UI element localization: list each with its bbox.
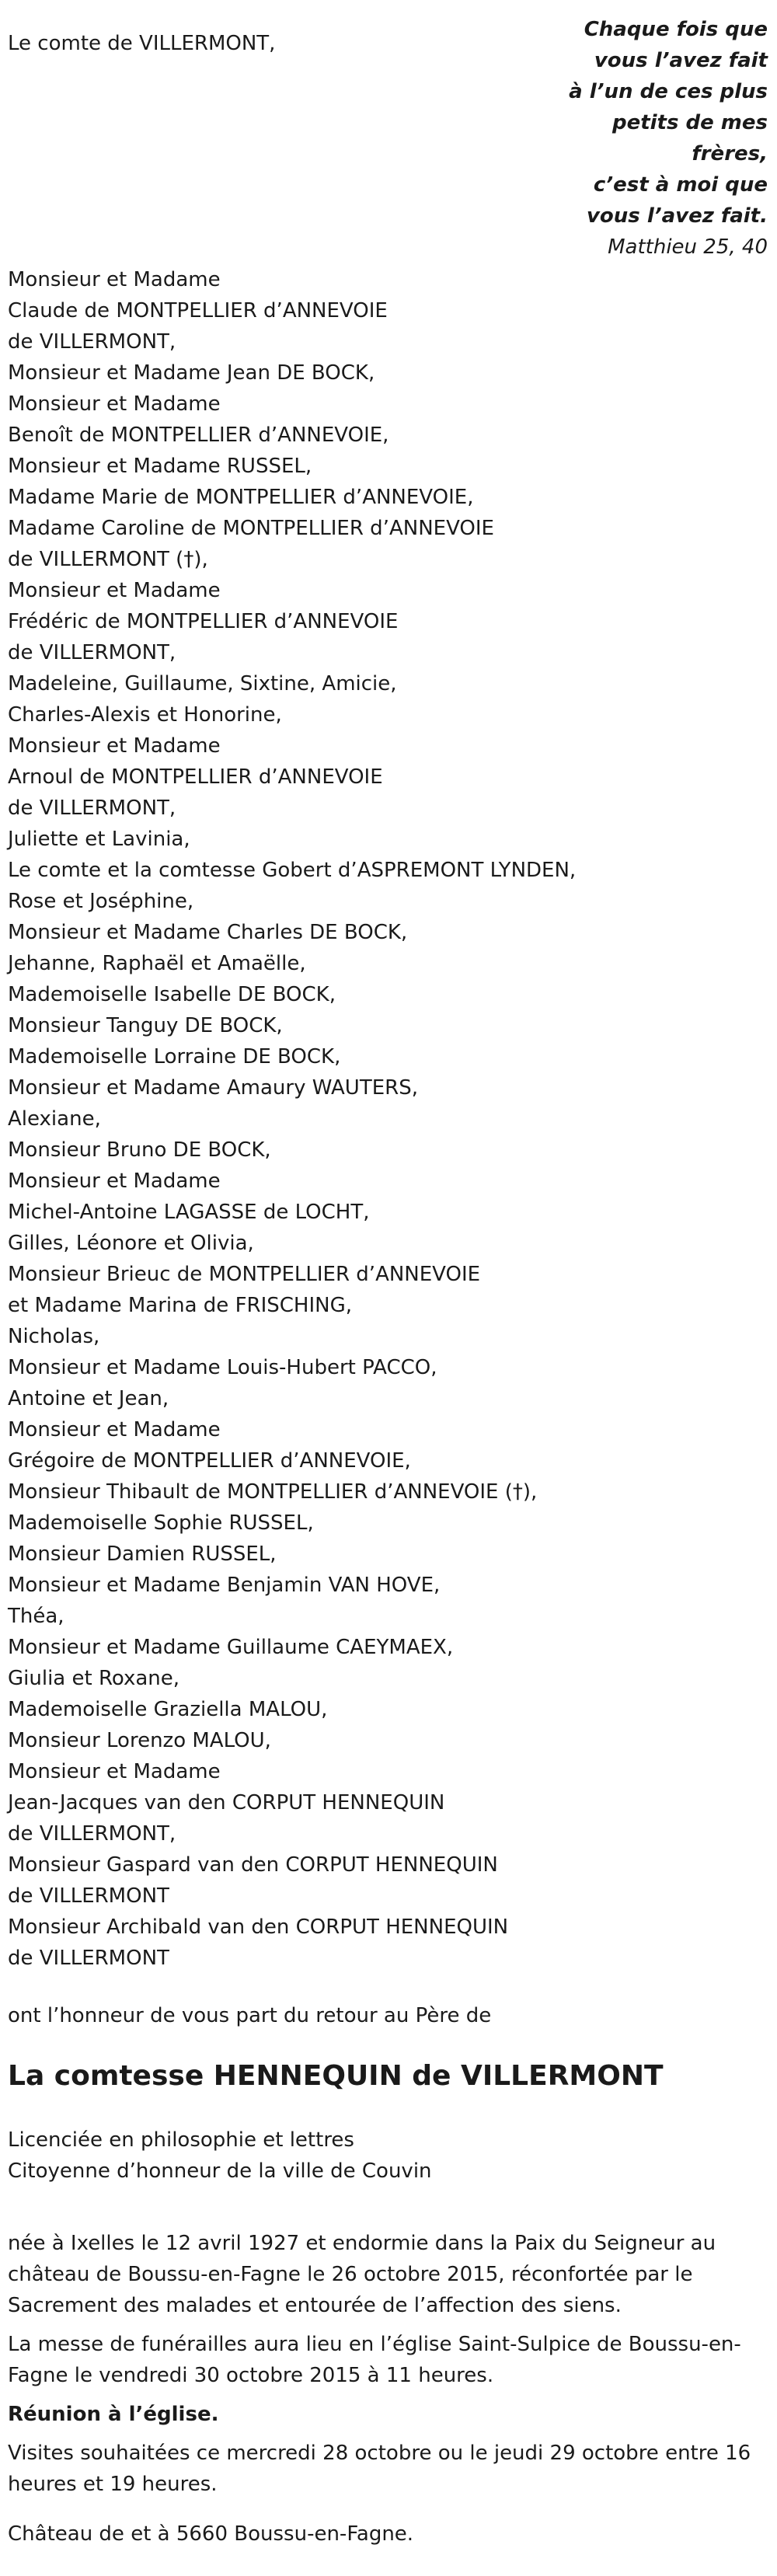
family-line: Michel-Antoine LAGASSE de LOCHT,	[8, 1201, 370, 1224]
family-line: Monsieur Bruno DE BOCK,	[8, 1138, 271, 1162]
family-line: Madame Marie de MONTPELLIER d’ANNEVOIE,	[8, 486, 474, 509]
family-line: Monsieur et Madame	[8, 1760, 221, 1783]
birth-death-paragraph: née à Ixelles le 12 avril 1927 et endormie dans la Paix du Seigneur au château de Boussu-en-Fagne le 26 octobre 2015, réconfortée par le Sacrement des malades et entourée de l’affection des siens.	[8, 2232, 716, 2317]
family-line: Monsieur et Madame	[8, 392, 221, 416]
family-line: Monsieur et Madame Benjamin VAN HOVE,	[8, 1574, 441, 1597]
family-line: Monsieur Damien RUSSEL,	[8, 1542, 277, 1566]
family-line: Antoine et Jean,	[8, 1387, 169, 1410]
announcement: ont l’honneur de vous part du retour au Père de	[8, 2004, 492, 2027]
family-line: Monsieur Brieuc de MONTPELLIER d’ANNEVOIE	[8, 1263, 481, 1286]
family-line: Grégoire de MONTPELLIER d’ANNEVOIE,	[8, 1449, 411, 1473]
family-line: Monsieur et Madame Louis-Hubert PACCO,	[8, 1356, 437, 1379]
family-line: Le comte et la comtesse Gobert d’ASPREMONT LYNDEN,	[8, 859, 577, 882]
family-line: Madame Caroline de MONTPELLIER d’ANNEVOIE	[8, 517, 494, 540]
family-line: de VILLERMONT	[8, 1884, 169, 1908]
epigraph-line: Chaque fois que	[584, 18, 768, 41]
family-line: Monsieur et Madame	[8, 268, 221, 291]
family-line: Monsieur Lorenzo MALOU,	[8, 1729, 271, 1752]
family-line: Juliette et Lavinia,	[8, 828, 190, 851]
epigraph-line: vous l’avez fait	[594, 49, 768, 72]
family-line: Monsieur Tanguy DE BOCK,	[8, 1014, 283, 1037]
family-line: Monsieur et Madame RUSSEL,	[8, 455, 312, 478]
family-line: Mademoiselle Lorraine DE BOCK,	[8, 1045, 341, 1068]
family-line: Frédéric de MONTPELLIER d’ANNEVOIE	[8, 610, 399, 633]
family-line: Giulia et Roxane,	[8, 1667, 180, 1690]
address-line: Château de et à 5660 Boussu-en-Fagne.	[8, 2522, 414, 2546]
family-line: Benoît de MONTPELLIER d’ANNEVOIE,	[8, 424, 389, 447]
deceased-name: La comtesse HENNEQUIN de VILLERMONT	[8, 2060, 664, 2092]
family-line: Claude de MONTPELLIER d’ANNEVOIE	[8, 299, 388, 322]
family-line: Monsieur et Madame Guillaume CAEYMAEX,	[8, 1636, 454, 1659]
family-line: Monsieur et Madame Jean DE BOCK,	[8, 361, 375, 385]
family-line: de VILLERMONT,	[8, 641, 176, 664]
family-line: de VILLERMONT (†),	[8, 548, 208, 571]
family-line: Jean-Jacques van den CORPUT HENNEQUIN	[8, 1791, 445, 1814]
family-line: Monsieur et Madame	[8, 579, 221, 602]
family-line: Monsieur Thibault de MONTPELLIER d’ANNEVOIE (†),	[8, 1480, 538, 1504]
details	[8, 2228, 769, 2550]
family-line: Jehanne, Raphaël et Amaëlle,	[8, 952, 306, 975]
family-line: Mademoiselle Sophie RUSSEL,	[8, 1511, 314, 1535]
epigraph-line: frères,	[692, 142, 768, 166]
family-line: Monsieur et Madame	[8, 1169, 221, 1193]
family-line: Madeleine, Guillaume, Sixtine, Amicie,	[8, 672, 397, 695]
family-line: de VILLERMONT	[8, 1947, 169, 1970]
family-line: Rose et Joséphine,	[8, 890, 194, 913]
opening-line: Le comte de VILLERMONT,	[8, 32, 276, 55]
family-line: Charles-Alexis et Honorine,	[8, 703, 282, 727]
deceased-titles	[8, 2125, 432, 2187]
meeting-note: Réunion à l’église.	[8, 2403, 219, 2426]
family-line: et Madame Marina de FRISCHING,	[8, 1294, 352, 1317]
family-line: Nicholas,	[8, 1325, 100, 1348]
title-line: Citoyenne d’honneur de la ville de Couvin	[8, 2159, 432, 2183]
title-line: Licenciée en philosophie et lettres	[8, 2128, 354, 2152]
family-line: Monsieur et Madame	[8, 1418, 221, 1441]
epigraph-line: à l’un de ces plus	[569, 80, 768, 103]
funeral-paragraph: La messe de funérailles aura lieu en l’église Saint-Sulpice de Boussu-en-Fagne le vendredi 30 octobre 2015 à 11 heures.	[8, 2333, 741, 2387]
epigraph	[535, 14, 768, 263]
epigraph-line: c’est à moi que	[593, 173, 768, 197]
family-line: de VILLERMONT,	[8, 330, 176, 354]
family-line: Monsieur et Madame Charles DE BOCK,	[8, 921, 408, 944]
family-line: Monsieur et Madame	[8, 734, 221, 758]
family-line: de VILLERMONT,	[8, 1822, 176, 1846]
family-line: Arnoul de MONTPELLIER d’ANNEVOIE	[8, 765, 383, 789]
epigraph-line: petits de mes	[611, 111, 768, 134]
family-line: Mademoiselle Isabelle DE BOCK,	[8, 983, 336, 1006]
family-line: Monsieur Archibald van den CORPUT HENNEQUIN	[8, 1915, 509, 1939]
family-line: Alexiane,	[8, 1107, 101, 1131]
family-line: Monsieur et Madame Amaury WAUTERS,	[8, 1076, 418, 1100]
family-line: Théa,	[8, 1605, 64, 1628]
epigraph-reference: Matthieu 25, 40	[608, 235, 768, 259]
family-line: de VILLERMONT,	[8, 797, 176, 820]
family-line: Mademoiselle Graziella MALOU,	[8, 1698, 328, 1721]
family-line: Gilles, Léonore et Olivia,	[8, 1232, 254, 1255]
epigraph-line: vous l’avez fait.	[586, 204, 768, 228]
visits-paragraph: Visites souhaitées ce mercredi 28 octobre ou le jeudi 29 octobre entre 16 heures et 19 heures.	[8, 2442, 751, 2496]
family-line: Monsieur Gaspard van den CORPUT HENNEQUIN	[8, 1853, 498, 1877]
family-list	[8, 264, 576, 1974]
